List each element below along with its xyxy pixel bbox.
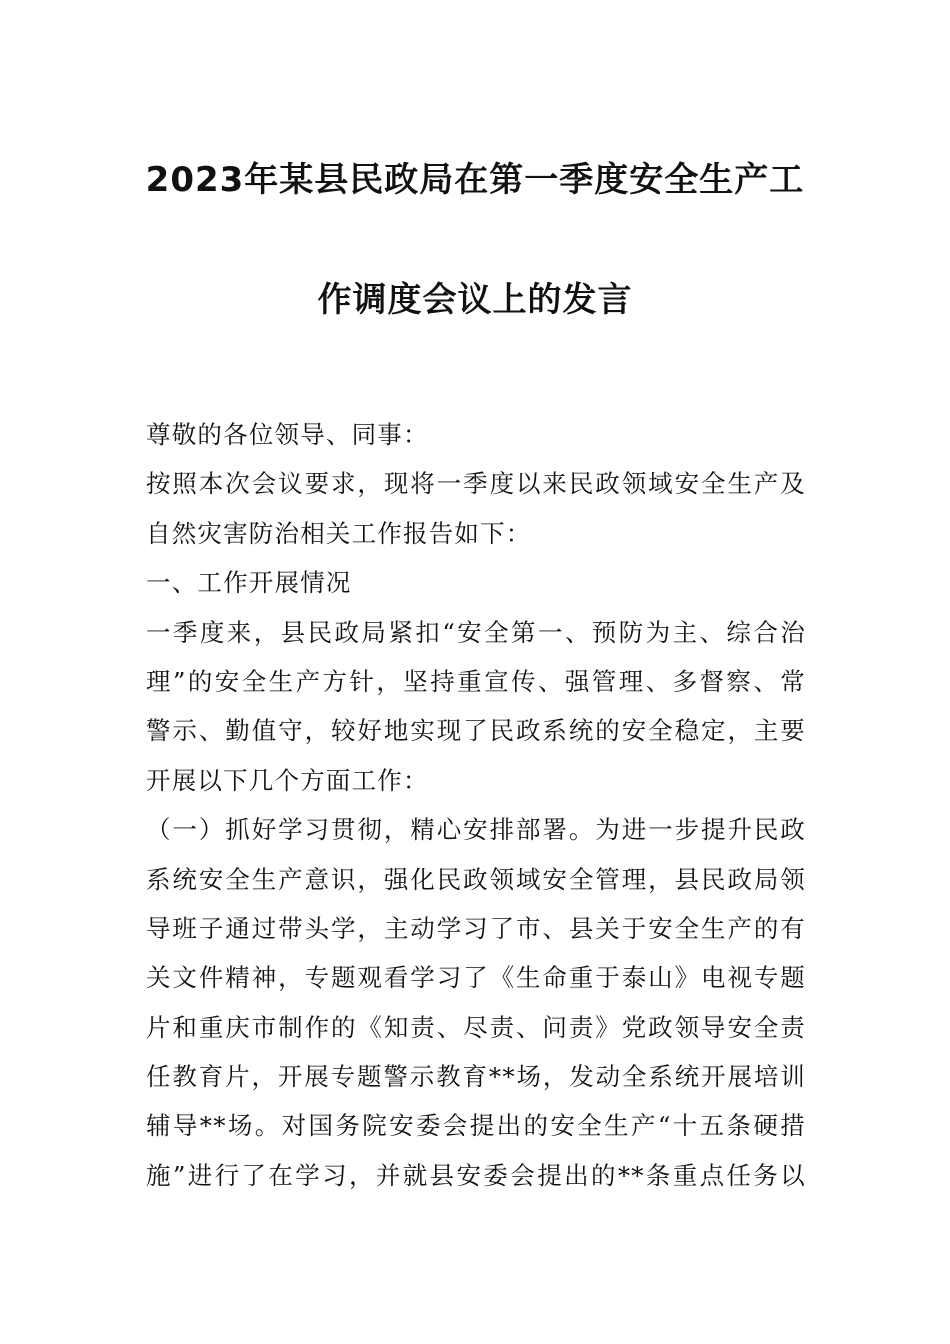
- document-title-line-2: 作调度会议上的发言: [317, 280, 633, 320]
- body-line: 系统安全生产意识，强化民政领域安全管理，县民政局领: [146, 864, 806, 894]
- body-line: 任教育片，开展专题警示教育**场，发动全系统开展培训: [146, 1062, 806, 1092]
- body-line: 尊敬的各位领导、同事：: [146, 420, 429, 449]
- body-line: 辅导**场。对国务院安委会提出的安全生产“十五条硬措: [146, 1111, 806, 1141]
- document-title-line-1: 2023年某县民政局在第一季度安全生产工: [145, 160, 805, 200]
- body-line: 理”的安全生产方针，坚持重宣传、强管理、多督察、常: [146, 666, 806, 696]
- body-line: 按照本次会议要求，现将一季度以来民政领域安全生产及: [146, 469, 806, 499]
- body-line: 片和重庆市制作的《知责、尽责、问责》党政领导安全责: [146, 1012, 806, 1042]
- body-line: 施”进行了在学习，并就县安委会提出的**条重点任务以: [146, 1160, 806, 1190]
- body-line: 自然灾害防治相关工作报告如下：: [146, 518, 532, 548]
- body-line: 导班子通过带头学，主动学习了市、县关于安全生产的有: [146, 913, 806, 943]
- body-line: 警示、勤值守，较好地实现了民政系统的安全稳定，主要: [146, 716, 806, 746]
- body-line: （一）抓好学习贯彻，精心安排部署。为进一步提升民政: [146, 815, 806, 845]
- document-body: [146, 410, 806, 1200]
- body-line: 一季度来，县民政局紧扣“安全第一、预防为主、综合治: [146, 617, 806, 647]
- body-line: 一、工作开展情况: [146, 568, 352, 598]
- body-line: 关文件精神，专题观看学习了《生命重于泰山》电视专题: [146, 963, 806, 993]
- body-line: 开展以下几个方面工作：: [146, 765, 429, 795]
